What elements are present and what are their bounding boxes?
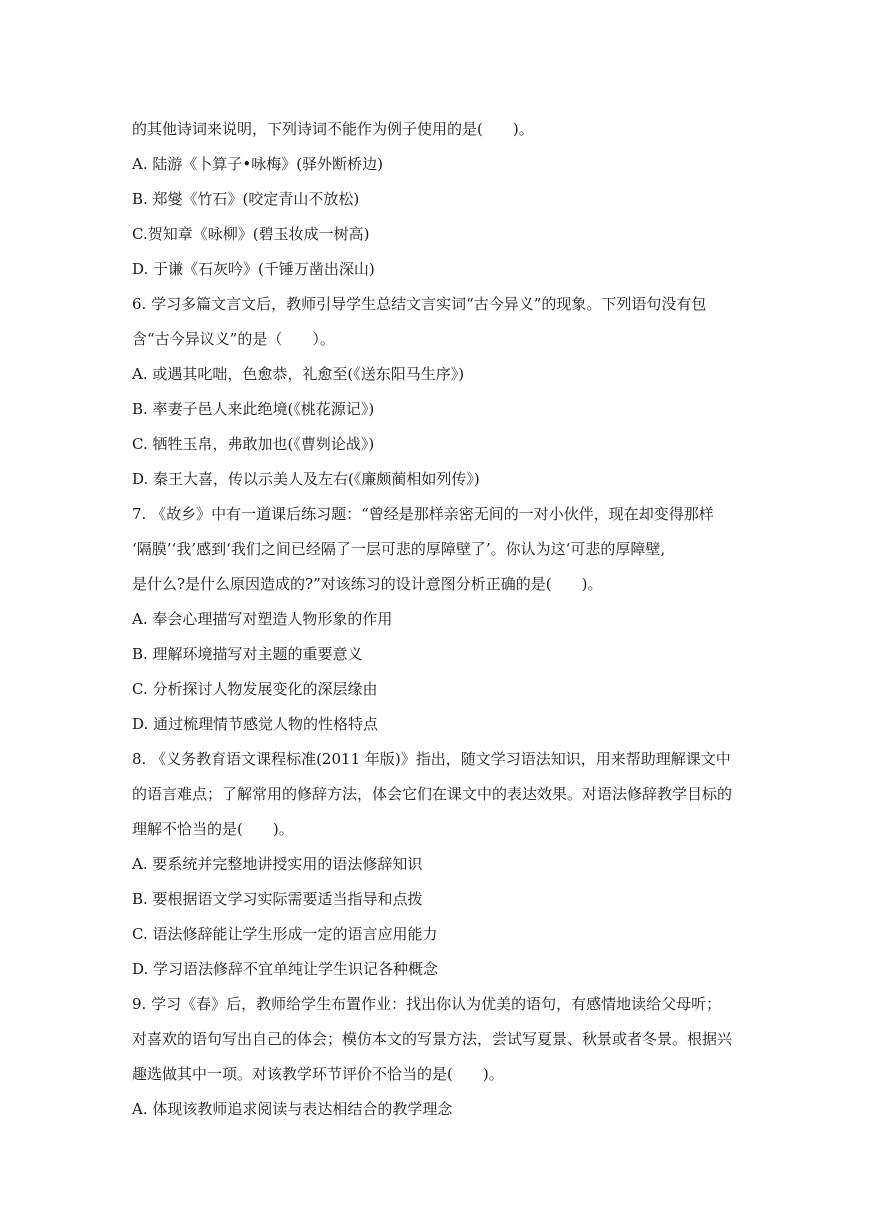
- option-line: B. 理解环境描写对主题的重要意义: [132, 645, 363, 663]
- option-line: A. 要系统并完整地讲授实用的语法修辞知识: [132, 855, 423, 873]
- question-8-line: 8. 《义务教育语文课程标准(2011 年版)》指出，随文学习语法知识，用来帮助理解课文中: [132, 750, 731, 768]
- option-line: A. 陆游《卜算子•咏梅》(驿外断桥边): [132, 155, 383, 173]
- question-8-line: 理解不恰当的是( )。: [132, 820, 294, 838]
- question-7-line: ‘隔膜’‘我’感到‘我们之间已经隔了一层可悲的厚障壁了’。你认为这‘可悲的厚障壁,: [132, 540, 666, 558]
- question-9-line: 对喜欢的语句写出自己的体会；模仿本文的写景方法，尝试写夏景、秋景或者冬景。根据兴: [132, 1030, 733, 1048]
- option-line: D. 通过梳理情节感觉人物的性格特点: [132, 715, 379, 733]
- question-6-line: 含“古今异议义”的是（ ）。: [132, 330, 335, 348]
- question-8-line: 的语言难点；了解常用的修辞方法，体会它们在课文中的表达效果。对语法修辞教学目标的: [132, 785, 733, 803]
- option-line: C. 牺牲玉帛，弗敢加也(《曹刿论战》): [132, 435, 375, 453]
- option-line: B. 郑燮《竹石》(咬定青山不放松): [132, 190, 360, 208]
- option-line: A. 体现该教师追求阅读与表达相结合的教学理念: [132, 1100, 453, 1118]
- question-7-line: 是什么?是什么原因造成的?”对该练习的设计意图分析正确的是( )。: [132, 575, 603, 593]
- question-9-line: 9. 学习《春》后，教师给学生布置作业：找出你认为优美的语句，有感情地读给父母听；: [132, 995, 722, 1013]
- option-line: D. 于谦《石灰吟》(千锤万凿出深山): [132, 260, 375, 278]
- option-line: D. 学习语法修辞不宜单纯让学生识记各种概念: [132, 960, 439, 978]
- option-line: B. 率妻子邑人来此绝境(《桃花源记》): [132, 400, 375, 418]
- option-line: B. 要根据语文学习实际需要适当指导和点拨: [132, 890, 423, 908]
- option-line: D. 秦王大喜，传以示美人及左右(《廉颇蔺相如列传》): [132, 470, 480, 488]
- option-line: C. 分析探讨人物发展变化的深层缘由: [132, 680, 378, 698]
- option-line: C.贺知章《咏柳》(碧玉妆成一树高): [132, 225, 370, 243]
- option-line: A. 奉会心理描写对塑造人物形象的作用: [132, 610, 393, 628]
- option-line: C. 语法修辞能让学生形成一定的语言应用能力: [132, 925, 438, 943]
- question-9-line: 趣选做其中一项。对该教学环节评价不恰当的是( )。: [132, 1065, 504, 1083]
- option-line: A. 或遇其叱咄，色愈恭，礼愈至(《送东阳马生序》): [132, 365, 465, 383]
- text-line: 的其他诗词来说明，下列诗词不能作为例子使用的是( )。: [132, 120, 534, 138]
- question-7-line: 7. 《故乡》中有一道课后练习题：“曾经是那样亲密无间的一对小伙伴，现在却变得那样: [132, 505, 714, 523]
- question-6-line: 6. 学习多篇文言文后，教师引导学生总结文言实词“古今异义”的现象。下列语句没有包: [132, 295, 707, 313]
